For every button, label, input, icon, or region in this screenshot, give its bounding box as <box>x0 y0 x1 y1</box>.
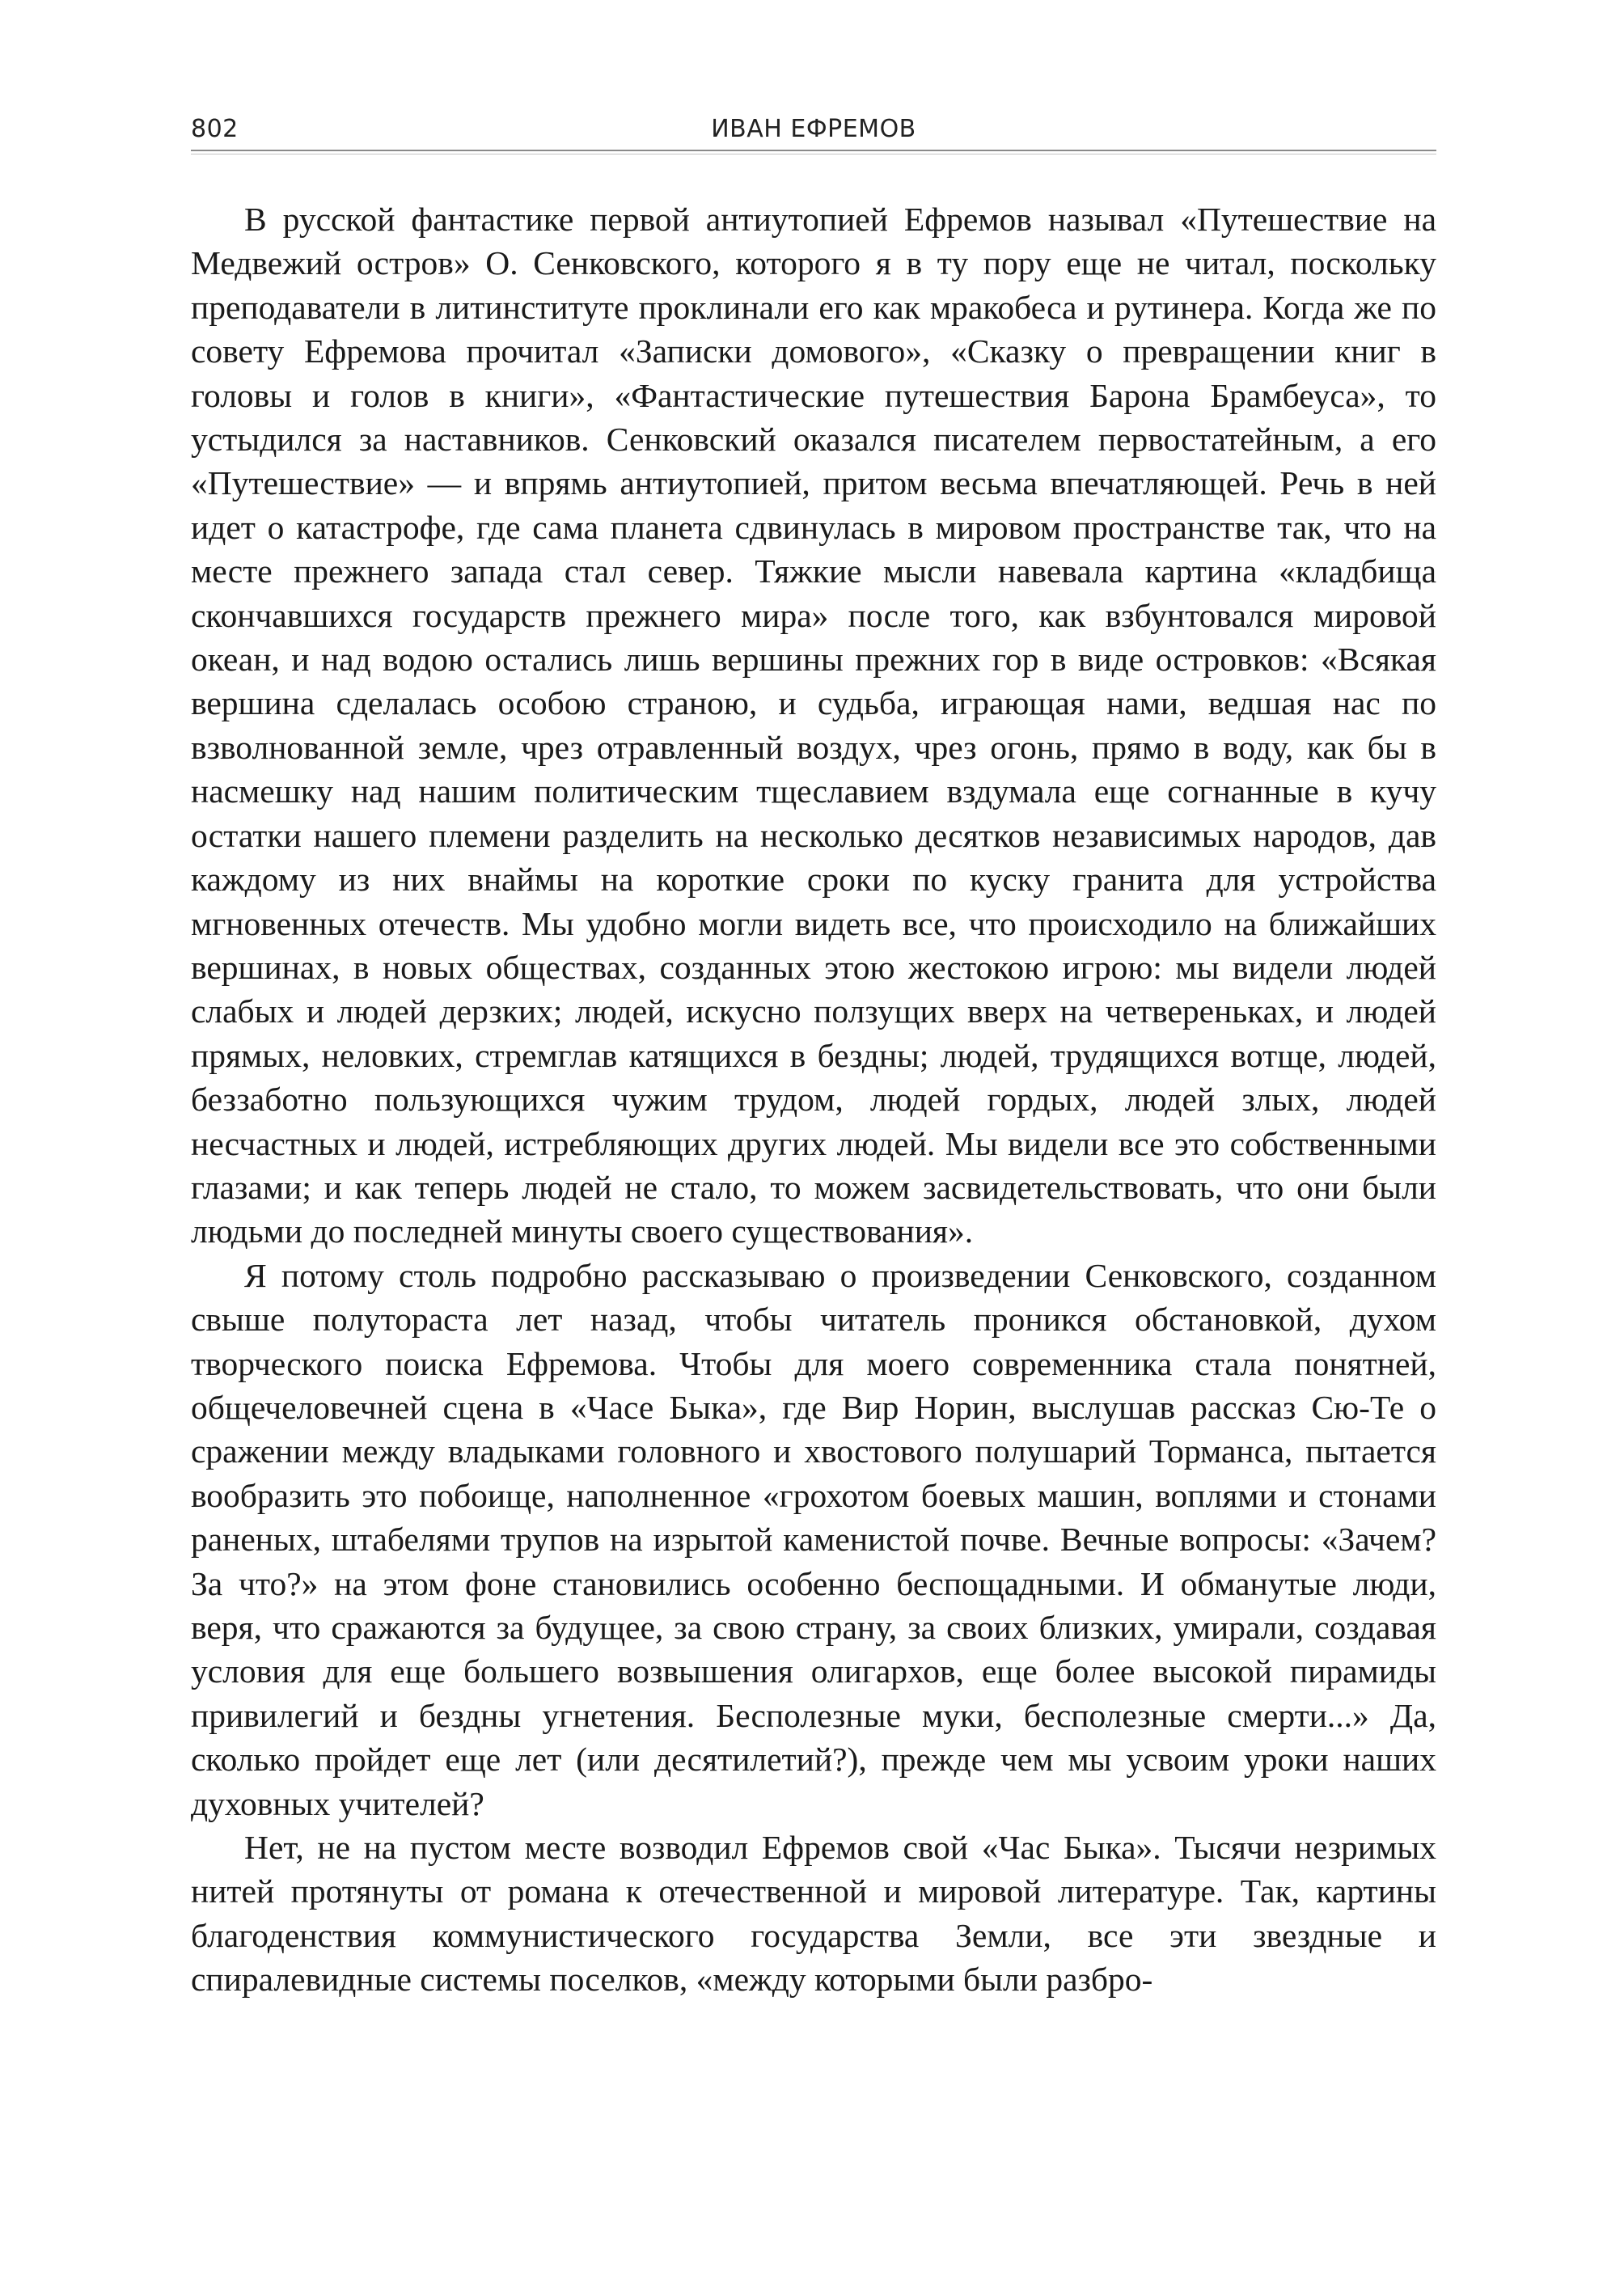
paragraph: Нет, не на пустом месте возводил Ефремов свой «Час Быка». Тысячи незримых нитей протянуты от романа к отечественной и мировой литературе. Так, картины благоденствия коммунистического государства Земли, все эти звездные и спиралевидные системы поселков, «между которыми были разбро- <box>191 1829 1436 1999</box>
running-head <box>191 112 1436 152</box>
paragraph: Я потому столь подробно рассказываю о произведении Сенковского, созданном свыше полутораста лет назад, чтобы читатель проникся обстановкой, духом творческого поиска Ефремова. Чтобы для моего современника стала понятней, общечеловечней сцена в «Часе Быка», где Вир Норин, выслушав рассказ Сю-Те о сражении между владыками головного и хвостового полушарий Торманса, пытается вообразить это побоище, наполненное «грохотом боевых машин, воплями и стонами раненых, штабелями трупов на изрытой каменистой почве. Вечные вопросы: «Зачем? За что?» на этом фоне становились особенно беспощадными. И обманутые люди, веря, что сражаются за будущее, за свою страну, за своих близких, умирали, создавая условия для еще большего возвышения олигархов, еще более высокой пирамиды привилегий и бездны угнетения. Бесполезные муки, бесполезные смерти...» Да, сколько пройдет еще лет (или десятилетий?), прежде чем мы усвоим уроки наших духовных учителей? <box>191 1256 1436 1822</box>
page-number: 802 <box>191 115 239 143</box>
running-title: ИВАН ЕФРЕМОВ <box>711 115 916 143</box>
paragraph: В русской фантастике первой антиутопией Ефремов называл «Путешествие на Медвежий остров» О. Сенковского, которого я в ту пору еще не читал, поскольку преподаватели в литинституте проклинали его как мракобеса и рутинера. Когда же по совету Ефремова прочитал «Записки домового», «Сказку о превращении книг в головы и голов в книги», «Фантастические путешествия Барона Брамбеуса», то устыдился за наставников. Сенковский оказался писателем первостатейным, а его «Путешествие» — и впрямь антиутопией, притом весьма впечатляющей. Речь в ней идет о катастрофе, где сама планета сдвинулась в мировом пространстве так, что на месте прежнего запада стал север. Тяжкие мысли навевала картина «кладбища скончавшихся государств прежнего мира» после того, как взбунтовался мировой океан, и над водою остались лишь вершины прежних гор в виде островков: «Всякая вершина сделалась особою страною, и судьба, играющая нами, ведшая нас по взволнованной земле, чрез отравленный воздух, чрез огонь, прямо в воду, как бы в насмешку над нашим политическим тщеславием вздумала еще согнанные в кучу остатки нашего племени разделить на несколько десятков независимых народов, дав каждому из них внаймы на короткие сроки по куску гранита для устройства мгновенных отечеств. Мы удобно могли видеть все, что происходило на ближайших вершинах, в новых обществах, созданных этою жестокою игрою: мы видели людей слабых и людей дерзких; людей, искусно ползущих вверх на четвереньках, и людей прямых, неловких, стремглав катящихся в бездны; людей, трудящихся вотще, людей, беззаботно пользующихся чужим трудом, людей гордых, людей злых, людей несчастных и людей, истребляющих других людей. Мы видели все это собственными глазами; и как теперь людей не стало, то можем засвидетельствовать, что они были людьми до последней минуты своего существования». <box>191 201 1436 1250</box>
body-text <box>191 197 1436 2002</box>
header-rule <box>191 150 1436 151</box>
